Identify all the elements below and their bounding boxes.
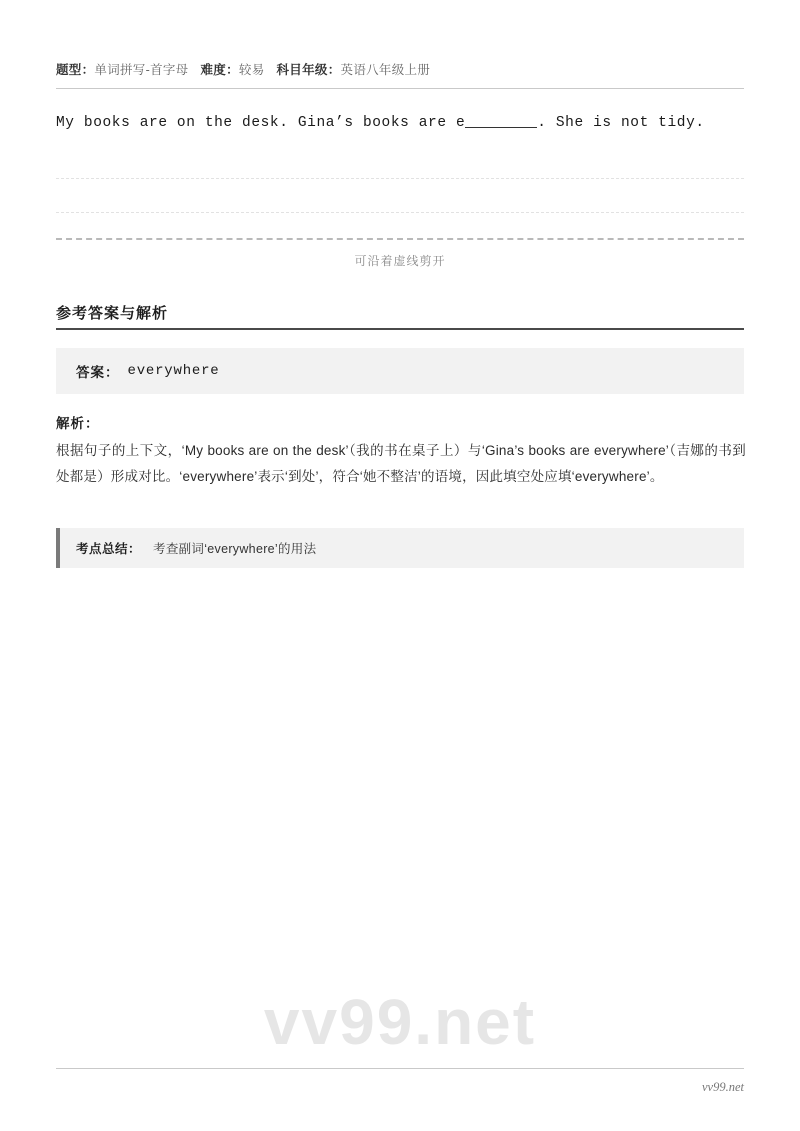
question-text-after: . She is not tidy. xyxy=(537,115,705,131)
answer-label: 答案： xyxy=(76,365,120,380)
answer-section-title: 参考答案与解析 xyxy=(56,305,169,322)
writing-line-1 xyxy=(56,178,744,179)
meta-difficulty-label: 难度： xyxy=(200,63,239,77)
key-point-text: 考查副词‘everywhere’的用法 xyxy=(153,542,317,556)
cut-line-label: 可沿着虚线剪开 xyxy=(354,254,446,268)
question-text xyxy=(56,112,756,135)
watermark: vv99.net xyxy=(263,986,537,1058)
meta-subject-value: 英语八年级上册 xyxy=(340,63,431,77)
writing-line-2 xyxy=(56,212,744,213)
meta-type-label: 题型： xyxy=(56,63,95,77)
cut-dashed-line xyxy=(56,238,744,240)
answer-box xyxy=(56,348,744,394)
meta-difficulty-value: 较易 xyxy=(238,63,265,77)
answer-blank xyxy=(465,127,537,128)
analysis-label: 解析： xyxy=(56,416,100,431)
meta-subject-label: 科目年级： xyxy=(276,63,341,77)
answer-section-divider xyxy=(56,328,744,330)
footer-divider xyxy=(56,1068,744,1069)
answer-value: everywhere xyxy=(127,363,220,379)
question-text-before: My books are on the desk. Gina’s books are e xyxy=(56,115,466,131)
meta-type-value: 单词拼写-首字母 xyxy=(94,63,189,77)
key-point-summary-box xyxy=(56,528,744,568)
header-divider xyxy=(56,88,744,89)
footer-site: vv99.net xyxy=(702,1080,744,1094)
analysis-text: 根据句子的上下文，‘My books are on the desk’（我的书在桌子上）与‘Gina’s books are everywhere’（吉娜的书到处都是）形成对比。‘everywhere’表示‘到处’，符合‘她不整洁’的语境，因此填空处应填‘everywhere’。 xyxy=(56,443,746,484)
key-point-label: 考点总结： xyxy=(76,542,142,556)
question-meta xyxy=(56,60,744,78)
